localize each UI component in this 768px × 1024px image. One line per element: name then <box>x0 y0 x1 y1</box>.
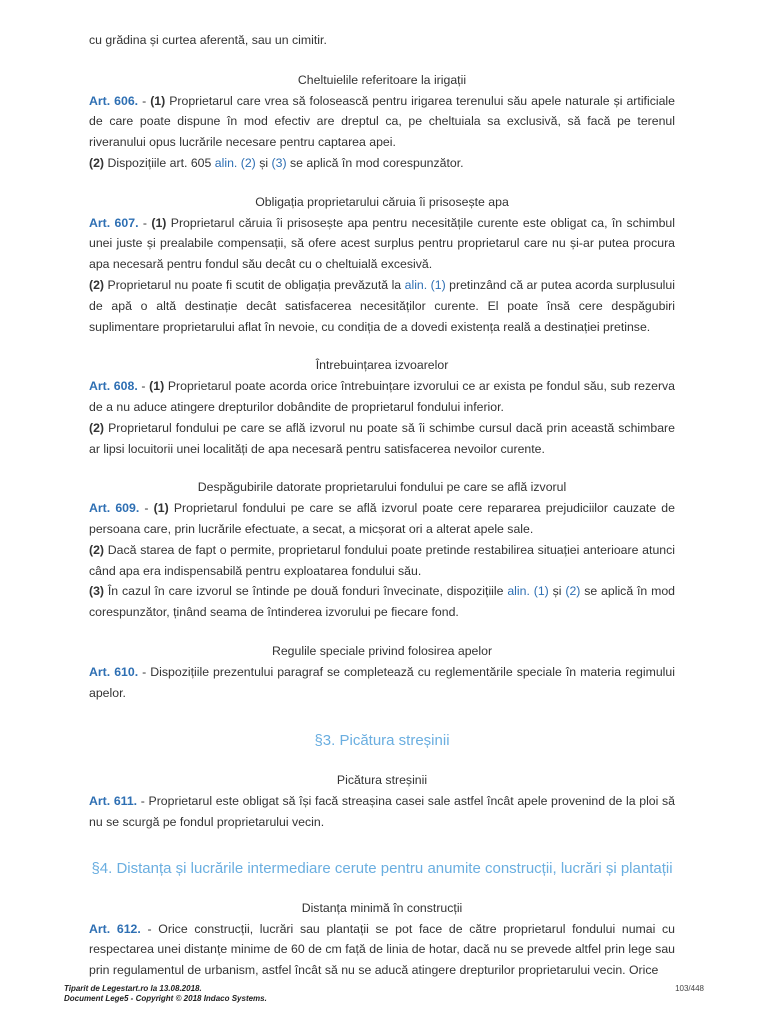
alin-1-link[interactable]: alin. (1) <box>404 277 446 292</box>
art-609-para-3 <box>89 581 675 623</box>
art-611-link[interactable]: Art. 611. <box>89 794 138 809</box>
art-612-para-1 <box>89 919 675 981</box>
para-text: Proprietarul este obligat să își facă streașina casei sale astfel încât apele provenind de la ploi să nu se scurgă pe fondul proprietarului vecin. <box>89 794 676 829</box>
para-text: Proprietarul nu poate fi scutit de obligația prevăzută la <box>107 277 402 292</box>
art-612-link[interactable]: Art. 612. <box>89 921 141 936</box>
art-608-para-1 <box>89 376 675 418</box>
intro-text: cu grădina și curtea aferentă, sau un cimitir. <box>89 33 327 47</box>
art-607-para-1 <box>89 213 675 275</box>
para-text: și <box>552 584 562 599</box>
page-number: 103/448 <box>675 984 704 993</box>
para-number: (2) <box>89 277 105 292</box>
art-610-para-1 <box>89 662 675 704</box>
para-text: se aplică în mod corespunzător. <box>289 155 464 170</box>
page-footer <box>64 984 704 1004</box>
art-606-title: Cheltuielile referitoare la irigații <box>297 72 467 87</box>
art-609-para-1 <box>89 498 675 540</box>
para-text: Proprietarul fondului pe care se află izvorul poate cere repararea prejudiciilor cauzate de persoana care, prin lucrările efectuate, a secat, a micșorat ori a alterat apele sale. <box>89 501 675 536</box>
section-title: Distanța și lucrările intermediare cerute pentru anumite construcții, lucrări și plantații <box>116 859 673 877</box>
art-608-link[interactable]: Art. 608. <box>89 379 138 394</box>
art-610-link[interactable]: Art. 610. <box>89 664 139 679</box>
dash: - <box>142 664 147 679</box>
section-4-heading <box>89 858 675 880</box>
para-text: Dispozițiile art. 605 <box>107 155 212 170</box>
para-text: pretinzând că ar putea acorda surplusului de apă o altă destinație decât satisfacerea necesităților curente. El poate însă cere despăgubiri suplimentare proprietarului aflat în nevoie, cu condiția de a dovedi existența reală a destinației pretinse. <box>89 277 675 334</box>
dash: - <box>141 379 146 394</box>
para-text: Proprietarul care vrea să folosească pentru irigarea terenului său apele naturale și artificiale de care poate dispune în mod efectiv are dreptul ca, pe cheltuiala sa exclusivă, să facă pe terenul riveranului opus lucrările necesare pentru captarea apei. <box>89 93 675 150</box>
art-612-title: Distanța minimă în construcții <box>301 900 463 915</box>
para-number: (1) <box>151 215 167 230</box>
dash: - <box>144 501 149 516</box>
para-text: Orice construcții, lucrări sau plantații se pot face de către proprietarul fondului numai cu respectarea unei distanțe minime de 60 de cm față de linia de hotar, dacă nu se prevede altfel prin lege sau prin regulamentul de urbanism, astfel încât să nu se aducă atingere drepturilor proprietarului vecin. Orice <box>89 921 676 978</box>
art-611-para-1 <box>89 791 675 833</box>
para-text: Proprietarul fondului pe care se află izvorul nu poate să îi schimbe cursul dacă prin această schimbare ar lipsi locuitorii unei localități de apa necesară pentru satisfacerea nevoilor curente. <box>89 420 675 456</box>
alin-2-link[interactable]: (2) <box>565 584 581 599</box>
art-609-para-2 <box>89 540 675 582</box>
section-3-heading <box>89 730 675 752</box>
art-607-para-2 <box>89 275 675 337</box>
para-number: (1) <box>153 501 169 516</box>
para-number: (1) <box>149 379 165 394</box>
art-609-link[interactable]: Art. 609. <box>89 501 140 516</box>
art-607-link[interactable]: Art. 607. <box>89 215 139 230</box>
para-text: Dispozițiile prezentului paragraf se completează cu reglementările speciale în materia regimului apelor. <box>89 664 675 700</box>
para-number: (2) <box>89 542 105 557</box>
para-text: Proprietarul căruia îi prisosește apa pentru necesitățile curente este obligat ca, în schimbul unei juste și prealabile compensații, să ofere acest surplus pentru proprietarul care nu și-ar putea procura apa necesară pentru fondul său decât cu o cheltuială excesivă. <box>89 215 676 272</box>
art-608-para-2 <box>89 418 675 460</box>
footer-copyright: Document Lege5 - Copyright © 2018 Indaco Systems. <box>64 994 267 1003</box>
alin-3-link[interactable]: (3) <box>271 155 287 170</box>
art-611-title: Picătura streșinii <box>336 773 428 788</box>
dash: - <box>142 93 147 108</box>
para-number: (1) <box>150 93 166 108</box>
art-608-title: Întrebuințarea izvoarelor <box>315 358 449 373</box>
art-606-para-2 <box>89 153 675 174</box>
para-number: (2) <box>89 155 105 170</box>
dash: - <box>140 794 145 809</box>
art-607-title: Obligația proprietarului căruia îi prisosește apa <box>255 194 509 209</box>
section-number: §3. <box>314 732 336 750</box>
art-606-link[interactable]: Art. 606. <box>89 93 139 108</box>
alin-2-link[interactable]: alin. (2) <box>214 155 256 170</box>
dash: - <box>147 921 152 936</box>
para-number: (3) <box>89 584 105 599</box>
para-text: Proprietarul poate acorda orice întrebuințare izvorului ce ar exista pe fondul său, sub rezerva de a nu aduce atingere drepturilor dobândite de proprietarul fondului inferior. <box>89 379 676 414</box>
alin-1-link[interactable]: alin. (1) <box>507 584 549 599</box>
art-609-title: Despăgubirile datorate proprietarului fondului pe care se află izvorul <box>197 480 567 495</box>
para-text: Dacă starea de fapt o permite, proprietarul fondului poate pretinde restabilirea situației anterioare atunci când apa era indispensabilă pentru exploatarea fondului său. <box>89 542 675 578</box>
section-number: §4. <box>91 859 113 877</box>
dash: - <box>142 215 147 230</box>
para-number: (2) <box>89 420 105 435</box>
section-title: Picătura streșinii <box>339 732 450 750</box>
art-610-title: Regulile speciale privind folosirea apelor <box>271 643 493 658</box>
art-606-para-1 <box>89 91 675 153</box>
footer-print-info: Tiparit de Legestart.ro la 13.08.2018. <box>64 984 202 993</box>
para-text: se aplică în mod corespunzător, ținând seama de întinderea izvorului pe fiecare fond. <box>89 584 676 620</box>
para-text: În cazul în care izvorul se întinde pe două fonduri învecinate, dispozițiile <box>107 584 504 599</box>
document-page <box>89 0 675 981</box>
para-text: și <box>259 155 269 170</box>
